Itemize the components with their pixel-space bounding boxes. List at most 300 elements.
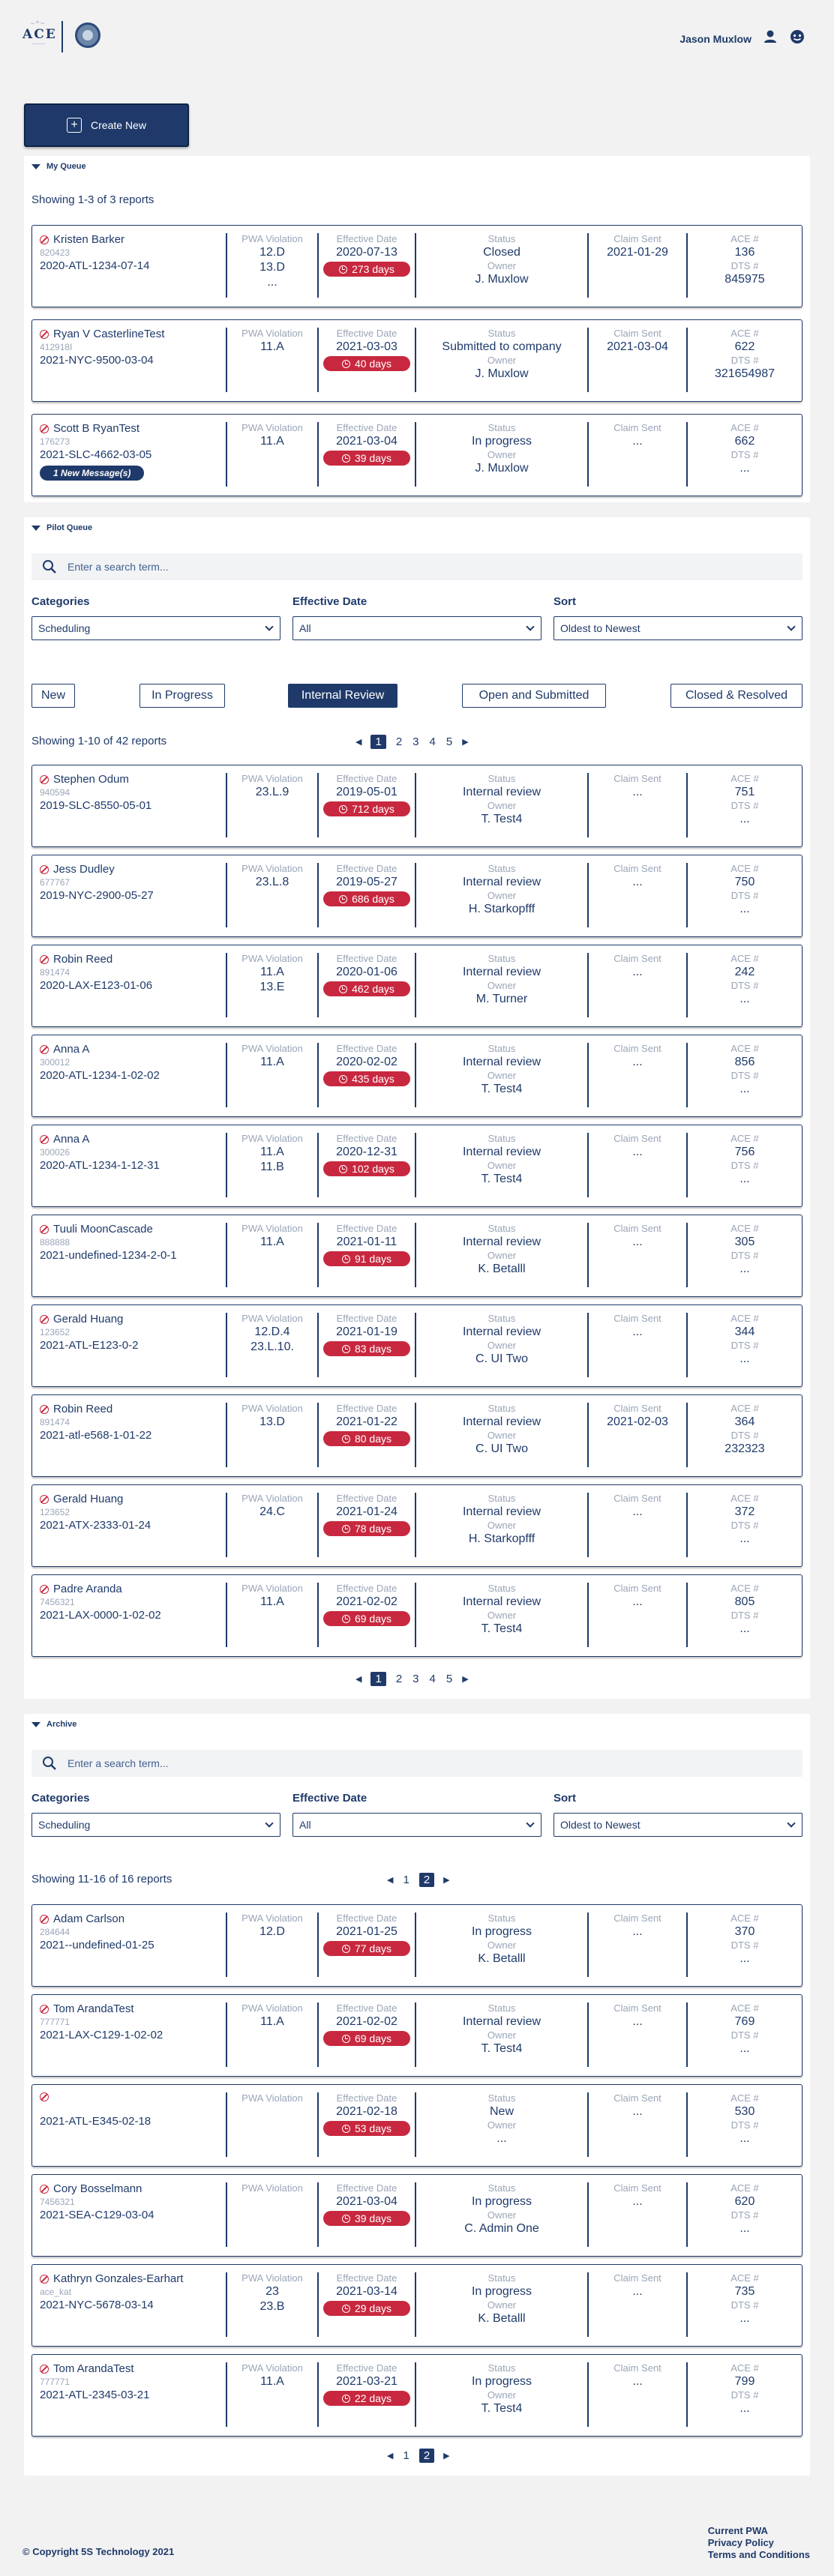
terms-link[interactable]: Terms and Conditions xyxy=(707,2549,810,2560)
next-page-icon[interactable]: ▶ xyxy=(462,1675,469,1684)
report-card[interactable] xyxy=(32,855,802,937)
ace-number-column xyxy=(689,953,800,1007)
employee-number: 891474 xyxy=(40,967,70,978)
report-id: 2020-ATL-1234-1-02-02 xyxy=(40,1069,160,1082)
page-number-4[interactable]: 4 xyxy=(429,1673,436,1685)
reporter-name-text: Stephen Odum xyxy=(53,773,129,786)
ace-number-column xyxy=(689,1913,800,1966)
report-card[interactable] xyxy=(32,945,802,1027)
logo-subtext: ——— xyxy=(32,42,45,46)
page-number-1[interactable]: 1 xyxy=(403,2449,410,2462)
user-icon[interactable] xyxy=(762,28,778,45)
claim-sent-label: Claim Sent xyxy=(614,2002,662,2014)
claim-sent-label: Claim Sent xyxy=(614,1043,662,1054)
ace-number-value: 751 xyxy=(734,786,755,798)
days-elapsed-badge xyxy=(323,1161,410,1176)
status-label: Status xyxy=(488,1403,516,1414)
ace-number-label: ACE # xyxy=(730,773,759,784)
report-card[interactable] xyxy=(32,1125,802,1207)
claim-sent-column xyxy=(590,1133,685,1160)
owner-label: Owner xyxy=(487,1070,517,1081)
claim-sent-column xyxy=(590,2002,685,2029)
column-divider xyxy=(415,233,416,298)
clock-icon xyxy=(342,2215,350,2223)
pwa-violation-column xyxy=(229,1133,316,1175)
effective-date-label: Effective Date xyxy=(336,1913,398,1924)
status-value: Internal review xyxy=(462,1415,542,1428)
report-card[interactable] xyxy=(32,1994,802,2077)
claim-sent-label: Claim Sent xyxy=(614,2092,662,2104)
footer-links xyxy=(708,2525,810,2561)
column-divider xyxy=(226,1583,227,1647)
ace-number-label: ACE # xyxy=(730,233,759,244)
pwa-violation-value: 11.A xyxy=(260,2375,284,2388)
dts-number-label: DTS # xyxy=(730,2209,759,2221)
archive-toggle[interactable] xyxy=(32,1720,76,1729)
pilot-search-bar[interactable] xyxy=(32,553,802,580)
page-number-5[interactable]: 5 xyxy=(446,735,453,748)
dts-number-value: ... xyxy=(740,2132,750,2145)
report-card[interactable] xyxy=(32,1574,802,1657)
filter-open-submitted-button[interactable]: Open and Submitted xyxy=(462,684,606,708)
status-value: Internal review xyxy=(462,1325,542,1338)
status-label: Status xyxy=(488,1583,516,1594)
report-identity xyxy=(40,1313,220,1352)
ace-number-label: ACE # xyxy=(730,1913,759,1924)
employee-number: 412918I xyxy=(40,342,73,352)
ace-number-column xyxy=(689,2272,800,2326)
current-pwa-link[interactable]: Current PWA xyxy=(707,2525,768,2536)
ace-number-label: ACE # xyxy=(730,1133,759,1144)
chevron-down-icon xyxy=(526,622,534,631)
report-card[interactable] xyxy=(32,765,802,847)
days-elapsed-badge xyxy=(323,1251,410,1266)
sort-select[interactable] xyxy=(554,616,802,640)
reporter-name-text: Adam Carlson xyxy=(53,1913,125,1925)
column-divider xyxy=(686,1493,688,1557)
ban-icon xyxy=(40,1135,49,1144)
clock-icon xyxy=(339,895,347,903)
pwa-violation-column xyxy=(229,1043,316,1070)
status-column xyxy=(418,1403,586,1457)
next-page-icon[interactable]: ▶ xyxy=(443,1876,450,1885)
archive-search-bar[interactable] xyxy=(32,1750,802,1777)
pwa-violation-value: ... xyxy=(267,276,278,289)
pwa-violation-value: 12.D.4 xyxy=(254,1325,290,1338)
page-number-1[interactable]: 1 xyxy=(370,1672,386,1686)
previous-page-icon[interactable]: ◀ xyxy=(356,738,362,747)
days-elapsed-badge xyxy=(323,2031,410,2046)
pwa-violation-column xyxy=(229,773,316,800)
ban-icon xyxy=(40,1045,49,1054)
column-divider xyxy=(317,1133,319,1197)
sort-label: Sort xyxy=(554,595,576,608)
dts-number-label: DTS # xyxy=(730,1250,759,1261)
privacy-policy-link[interactable]: Privacy Policy xyxy=(707,2537,774,2548)
dts-number-label: DTS # xyxy=(730,1160,759,1171)
filter-closed-resolved-button[interactable]: Closed & Resolved xyxy=(670,684,802,708)
dts-number-value: ... xyxy=(740,1952,750,1965)
dts-number-value: ... xyxy=(740,1263,750,1275)
report-identity xyxy=(40,1583,220,1622)
status-value: Internal review xyxy=(462,1505,542,1518)
days-elapsed-text: 102 days xyxy=(352,1163,394,1175)
report-id: 2021-NYC-9500-03-04 xyxy=(40,354,154,367)
chevron-down-icon xyxy=(787,622,795,631)
claim-sent-column xyxy=(590,328,685,355)
clock-icon xyxy=(342,454,350,463)
column-divider xyxy=(587,1133,589,1197)
my-queue-title: My Queue xyxy=(46,162,86,171)
page-number-2[interactable]: 2 xyxy=(395,1673,403,1685)
ban-icon xyxy=(40,424,49,433)
reporter-name-text: Robin Reed xyxy=(53,953,113,966)
claim-sent-label: Claim Sent xyxy=(614,1583,662,1594)
my-queue-toggle[interactable] xyxy=(32,162,86,171)
owner-value: K. Betalll xyxy=(478,1952,526,1965)
status-column xyxy=(418,773,586,827)
claim-sent-column xyxy=(590,1913,685,1939)
next-page-icon[interactable]: ▶ xyxy=(462,738,469,747)
status-column xyxy=(418,953,586,1007)
effective-date-value: 2021-02-02 xyxy=(336,2015,398,2028)
days-elapsed-text: 80 days xyxy=(354,1433,392,1445)
status-column xyxy=(418,422,586,476)
owner-value: J. Muxlow xyxy=(475,462,529,475)
report-card[interactable] xyxy=(32,1035,802,1117)
report-id: 2021-ATL-E123-0-2 xyxy=(40,1339,139,1352)
ace-number-label: ACE # xyxy=(730,2182,759,2194)
status-label: Status xyxy=(488,773,516,784)
report-identity xyxy=(40,2362,220,2401)
status-label: Status xyxy=(488,1313,516,1324)
column-divider xyxy=(317,1043,319,1107)
column-divider xyxy=(587,233,589,298)
status-label: Status xyxy=(488,233,516,244)
create-new-button[interactable] xyxy=(24,103,189,147)
pwa-violation-column xyxy=(229,863,316,890)
column-divider xyxy=(317,773,319,837)
column-divider xyxy=(686,863,688,927)
claim-sent-value: ... xyxy=(632,1056,643,1068)
ban-icon xyxy=(40,330,49,339)
column-divider xyxy=(587,1583,589,1647)
employee-number: 123652 xyxy=(40,1327,70,1337)
report-card[interactable] xyxy=(32,1904,802,1987)
reporter-name-text: Gerald Huang xyxy=(53,1313,124,1325)
reporter-name xyxy=(40,1913,220,1925)
pwa-violation-column xyxy=(229,2182,316,2194)
clock-icon xyxy=(342,2395,350,2403)
report-card[interactable] xyxy=(32,2264,802,2347)
report-identity xyxy=(40,863,220,902)
status-value: In progress xyxy=(471,2285,532,2298)
report-card[interactable] xyxy=(32,1304,802,1387)
owner-label: Owner xyxy=(487,1430,517,1441)
clock-icon xyxy=(342,1345,350,1353)
clock-icon xyxy=(342,360,350,368)
ace-number-value: 530 xyxy=(734,2105,755,2118)
claim-sent-value: ... xyxy=(632,435,643,448)
dts-number-value: ... xyxy=(740,2042,750,2055)
claim-sent-column xyxy=(590,1313,685,1340)
chevron-down-icon xyxy=(265,1819,273,1827)
page-number-2[interactable]: 2 xyxy=(395,735,403,748)
effective-date-label: Effective Date xyxy=(336,1043,398,1054)
pwa-violation-label: PWA Violation xyxy=(242,953,303,964)
dts-number-label: DTS # xyxy=(730,260,759,271)
previous-page-icon[interactable]: ◀ xyxy=(356,1675,362,1684)
ace-number-value: 756 xyxy=(734,1146,755,1158)
column-divider xyxy=(686,2362,688,2427)
employee-number: 888888 xyxy=(40,1237,70,1248)
days-elapsed-text: 77 days xyxy=(354,1942,392,1954)
status-value: Internal review xyxy=(462,876,542,888)
status-label: Status xyxy=(488,2182,516,2194)
column-divider xyxy=(317,1493,319,1557)
previous-page-icon[interactable]: ◀ xyxy=(387,1876,394,1885)
filter-internal-review-button[interactable]: Internal Review xyxy=(288,684,398,708)
days-elapsed-badge xyxy=(323,2391,410,2406)
page-number-2[interactable]: 2 xyxy=(419,1873,434,1887)
column-divider xyxy=(415,2182,416,2247)
ace-number-label: ACE # xyxy=(730,2362,759,2374)
claim-sent-label: Claim Sent xyxy=(614,1493,662,1504)
status-label: Status xyxy=(488,328,516,339)
pilot-queue-panel xyxy=(24,517,810,1699)
effective-date-column xyxy=(320,1583,413,1626)
claim-sent-column xyxy=(590,953,685,980)
effective-date-value: 2021-02-02 xyxy=(336,1595,398,1608)
status-column xyxy=(418,2092,586,2146)
dts-number-label: DTS # xyxy=(730,355,759,366)
ban-icon xyxy=(40,2092,49,2101)
owner-label: Owner xyxy=(487,2389,517,2401)
report-id: 2021-SEA-C129-03-04 xyxy=(40,2209,154,2221)
days-elapsed-text: 78 days xyxy=(354,1523,392,1535)
page-number-4[interactable]: 4 xyxy=(429,735,436,748)
filter-in-progress-button[interactable]: In Progress xyxy=(140,684,225,708)
report-card[interactable] xyxy=(32,2174,802,2257)
effective-date-value: All xyxy=(299,622,311,634)
days-elapsed-text: 91 days xyxy=(354,1253,392,1265)
ban-icon xyxy=(40,1585,49,1594)
owner-label: Owner xyxy=(487,980,517,991)
owner-label: Owner xyxy=(487,2029,517,2041)
report-identity xyxy=(40,1403,220,1442)
reporter-name-text: Tuuli MoonCascade xyxy=(53,1223,153,1236)
dts-number-label: DTS # xyxy=(730,2389,759,2401)
ace-number-label: ACE # xyxy=(730,953,759,964)
page-number-2[interactable]: 2 xyxy=(419,2449,434,2463)
claim-sent-label: Claim Sent xyxy=(614,2182,662,2194)
reporter-name xyxy=(40,1583,220,1595)
dts-number-value: 232323 xyxy=(724,1442,765,1455)
owner-label: Owner xyxy=(487,2299,517,2311)
status-label: Status xyxy=(488,1043,516,1054)
report-identity xyxy=(40,2182,220,2221)
column-divider xyxy=(226,863,227,927)
claim-sent-column xyxy=(590,1583,685,1610)
report-id: 2021-LAX-0000-1-02-02 xyxy=(40,1609,161,1622)
days-elapsed-badge xyxy=(323,1521,410,1536)
archive-sort-select[interactable] xyxy=(554,1813,802,1837)
page-number-1[interactable]: 1 xyxy=(370,735,386,749)
report-id: 2021-ATX-2333-01-24 xyxy=(40,1519,152,1532)
pwa-violation-value: 23.B xyxy=(260,2300,285,2313)
column-divider xyxy=(317,328,319,392)
claim-sent-label: Claim Sent xyxy=(614,1313,662,1324)
effective-date-label: Effective Date xyxy=(336,1223,398,1234)
report-identity xyxy=(40,1913,220,1951)
report-identity xyxy=(40,2002,220,2041)
column-divider xyxy=(317,2272,319,2337)
owner-value: K. Betalll xyxy=(478,2312,526,2325)
pwa-violation-column xyxy=(229,2002,316,2029)
pwa-violation-column xyxy=(229,2362,316,2389)
column-divider xyxy=(226,1313,227,1377)
pwa-violation-value: 11.A xyxy=(260,966,284,978)
ace-number-value: 735 xyxy=(734,2285,755,2298)
reporter-name xyxy=(40,328,220,340)
owner-label: Owner xyxy=(487,1939,517,1951)
ban-icon xyxy=(40,955,49,964)
column-divider xyxy=(226,2092,227,2157)
claim-sent-value: ... xyxy=(632,1595,643,1608)
filter-new-button[interactable]: New xyxy=(32,684,75,708)
status-value: Submitted to company xyxy=(442,340,562,353)
column-divider xyxy=(686,1043,688,1107)
column-divider xyxy=(686,1583,688,1647)
effective-date-column xyxy=(320,233,413,277)
archive-categories-select[interactable] xyxy=(32,1813,280,1837)
status-value: Internal review xyxy=(462,1056,542,1068)
column-divider xyxy=(415,2362,416,2427)
reporter-name xyxy=(40,1133,220,1146)
dts-number-label: DTS # xyxy=(730,2029,759,2041)
claim-sent-value: ... xyxy=(632,2195,643,2208)
column-divider xyxy=(686,1913,688,1977)
categories-select[interactable] xyxy=(32,616,280,640)
effective-date-column xyxy=(320,2272,413,2316)
column-divider xyxy=(415,2272,416,2337)
report-card[interactable] xyxy=(32,1215,802,1297)
owner-value: K. Betalll xyxy=(478,1263,526,1275)
days-elapsed-text: 22 days xyxy=(354,2392,392,2404)
effective-date-label: Effective Date xyxy=(336,2002,398,2014)
claim-sent-value: ... xyxy=(632,1236,643,1248)
page-number-5[interactable]: 5 xyxy=(446,1673,453,1685)
days-elapsed-text: 29 days xyxy=(354,2302,392,2314)
help-icon[interactable] xyxy=(789,28,806,45)
days-elapsed-text: 40 days xyxy=(354,358,392,370)
report-card[interactable] xyxy=(32,2084,802,2167)
effective-date-column xyxy=(320,328,413,371)
report-card[interactable] xyxy=(32,225,802,307)
owner-value: T. Test4 xyxy=(481,2402,523,2415)
column-divider xyxy=(317,422,319,487)
ace-number-column xyxy=(689,233,800,287)
reporter-name xyxy=(40,1223,220,1236)
dts-number-label: DTS # xyxy=(730,1070,759,1081)
report-card[interactable] xyxy=(32,1394,802,1477)
next-page-icon[interactable]: ▶ xyxy=(443,2452,450,2461)
ace-number-label: ACE # xyxy=(730,328,759,339)
pwa-violation-value: 23 xyxy=(266,2285,279,2298)
days-elapsed-badge xyxy=(323,981,410,996)
column-divider xyxy=(587,1313,589,1377)
effective-date-label: Effective Date xyxy=(336,233,398,244)
days-elapsed-text: 69 days xyxy=(354,2032,392,2044)
effective-date-label: Effective Date xyxy=(336,953,398,964)
pwa-violation-value: 23.L.9 xyxy=(255,786,290,798)
archive-categories-value: Scheduling xyxy=(38,1819,91,1831)
dts-number-label: DTS # xyxy=(730,2119,759,2131)
column-divider xyxy=(226,2272,227,2337)
effective-date-select[interactable] xyxy=(292,616,542,640)
new-message-badge[interactable]: 1 New Message(s) xyxy=(40,466,144,481)
report-card[interactable] xyxy=(32,319,802,402)
ace-logo[interactable] xyxy=(22,19,57,52)
search-icon xyxy=(42,559,57,574)
page-number-1[interactable]: 1 xyxy=(403,1874,410,1886)
ace-number-value: 364 xyxy=(734,1415,755,1428)
status-value: Internal review xyxy=(462,1146,542,1158)
column-divider xyxy=(226,1133,227,1197)
username[interactable]: Jason Muxlow xyxy=(680,33,752,45)
column-divider xyxy=(415,422,416,487)
owner-value: T. Test4 xyxy=(481,813,523,825)
effective-date-column xyxy=(320,2092,413,2136)
page-number-3[interactable]: 3 xyxy=(412,1673,419,1685)
archive-search-input[interactable] xyxy=(68,1750,788,1777)
archive-effective-date-select[interactable] xyxy=(292,1813,542,1837)
reporter-name xyxy=(40,1043,220,1056)
claim-sent-value: ... xyxy=(632,1505,643,1518)
status-value: New xyxy=(489,2105,514,2118)
report-card[interactable] xyxy=(32,414,802,496)
pilot-queue-toggle[interactable] xyxy=(32,523,92,532)
reporter-name-text: Cory Bosselmann xyxy=(53,2182,142,2195)
ace-number-column xyxy=(689,1133,800,1187)
days-elapsed-badge xyxy=(323,1941,410,1956)
effective-date-label: Effective Date xyxy=(336,422,398,433)
pwa-violation-label: PWA Violation xyxy=(242,422,303,433)
pilot-search-input[interactable] xyxy=(68,553,788,580)
claim-sent-value: ... xyxy=(632,1146,643,1158)
days-elapsed-text: 83 days xyxy=(354,1343,392,1355)
page-number-3[interactable]: 3 xyxy=(412,735,419,748)
ban-icon xyxy=(40,775,49,784)
column-divider xyxy=(317,233,319,298)
ace-number-column xyxy=(689,1403,800,1457)
pwa-violation-label: PWA Violation xyxy=(242,1493,303,1504)
column-divider xyxy=(587,1913,589,1977)
column-divider xyxy=(226,773,227,837)
pwa-violation-label: PWA Violation xyxy=(242,1223,303,1234)
report-card[interactable] xyxy=(32,1484,802,1567)
report-card[interactable] xyxy=(32,2354,802,2437)
column-divider xyxy=(686,2272,688,2337)
report-id: 2020-ATL-1234-1-12-31 xyxy=(40,1159,160,1172)
days-elapsed-text: 39 days xyxy=(354,452,392,464)
reporter-name-text: Tom ArandaTest xyxy=(53,2362,134,2375)
status-label: Status xyxy=(488,1493,516,1504)
dts-number-label: DTS # xyxy=(730,890,759,901)
ace-number-label: ACE # xyxy=(730,2002,759,2014)
ace-number-column xyxy=(689,1223,800,1277)
previous-page-icon[interactable]: ◀ xyxy=(387,2452,394,2461)
